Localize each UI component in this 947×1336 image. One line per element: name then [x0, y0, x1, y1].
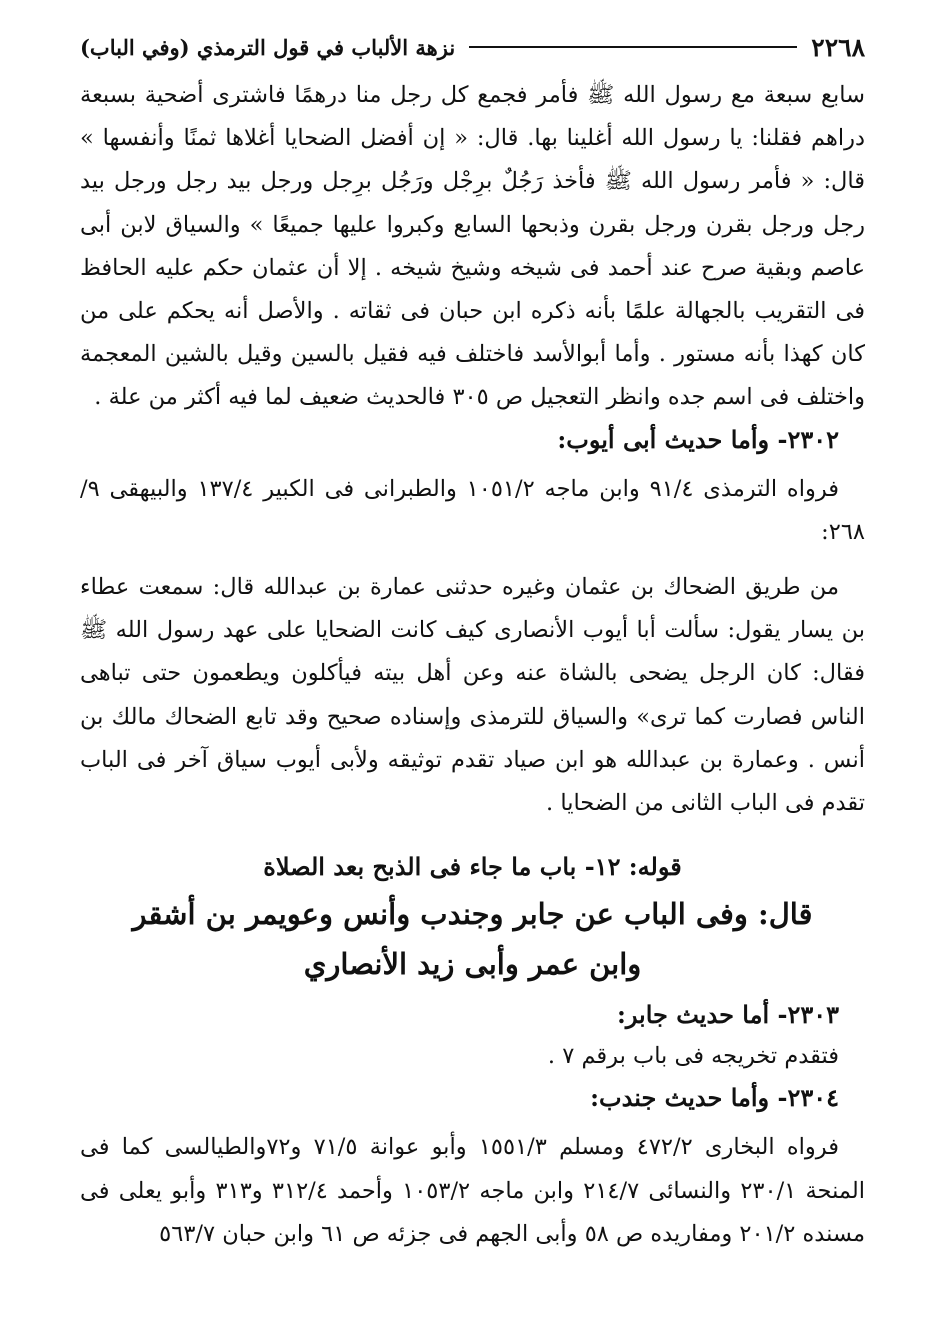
paragraph-continuation: سابع سبعة مع رسول الله ﷺ فأمر فجمع كل رجل منا درهمًا فاشترى أضحية بسبعة دراهم فقلنا: يا رسول الله أغلينا بها. قال: « إن أفضل الضحايا أغلاها ثمنًا وأنفسها » قال: « فأمر رسول الله ﷺ فأخذ رَجُلٌ برِجْل ورَجُل برِجل ورجل بيد رجل ورجل بيد رجل ورجل بقرن ورجل بقرن وذبحها السابع وكبروا عليها جميعًا » والسياق لابن أبى عاصم وبقية صرح عند أحمد فى شيخه وشيخ شيخه . إلا أن عثمان حكم عليه الحافظ فى التقريب بالجهالة علمًا بأنه ذكره ابن حبان فى ثقاته . والأصل أنه يحكم على من كان كهذا بأنه مستور . وأما أبوالأسد فاختلف فيه فقيل بالسين وقيل بالشين المعجمة واختلف فى اسم جده وانظر التعجيل ص ٣٠٥ فالحديث ضعيف لما فيه أكثر من علة . — [80, 82, 865, 411]
paragraph-2303: فتقدم تخريجه فى باب برقم ٧ . — [547, 1043, 839, 1070]
hadith-heading-2304: ٢٣٠٤- وأما حديث جندب: — [590, 1083, 839, 1113]
chapter-title: قوله: ١٢- باب ما جاء فى الذبح بعد الصلاة — [263, 852, 682, 882]
paragraph-2304: فرواه البخارى ٤٧٢/٢ ومسلم ١٥٥١/٣ وأبو عوانة ٧١/٥ و٧٢والطيالسى كما فى المنحة ٢٣٠/١ والنسائى ٢١٤/٧ وابن ماجه ١٠٥٣/٢ وأحمد ٣١٢/٤ و٣١٣ وأبو يعلى فى مسنده ٢٠١/٢ ومفاريده ص ٥٨ وأبى الجهم فى جزئه ص ٦١ وابن حبان ٥٦٣/٧ — [80, 1134, 865, 1247]
hadith-heading-2303: ٢٣٠٣- أما حديث جابر: — [616, 1000, 839, 1030]
page-body — [80, 74, 865, 1256]
page-number: ٢٢٦٨ — [811, 32, 865, 62]
paragraph-2302-text: من طريق الضحاك بن عثمان وغيره حدثنى عمارة بن عبدالله قال: سمعت عطاء بن يسار يقول: سألت أبا أيوب الأنصارى كيف كانت الضحايا على عهد رسول الله ﷺ فقال: كان الرجل يضحى بالشاة عنه وعن أهل بيته فيأكلون ويطعمون حتى تباهى الناس فصارت كما ترى» والسياق للترمذى وإسناده صحيح وقد تابع الضحاك مالك بن أنس . وعمارة بن عبدالله هو ابن صياد تقدم توثيقه ولأبى أيوب سياق آخر فى الباب تقدم فى الباب الثانى من الضحايا . — [80, 574, 865, 817]
spacer — [80, 554, 865, 566]
hadith-heading-2302: ٢٣٠٢- وأما حديث أبى أيوب: — [557, 424, 839, 454]
running-title: نزهة الألباب في قول الترمذي (وفي الباب) — [80, 34, 456, 60]
chapter-subtitle-line2: وابن عمر وأبى زيد الأنصاري — [303, 947, 642, 982]
chapter-subtitle-line1: قال: وفى الباب عن جابر وجندب وأنس وعويمر بن أشقر — [132, 897, 813, 932]
page-header — [80, 28, 865, 66]
spacer — [80, 460, 865, 468]
chapter-heading — [80, 845, 865, 989]
paragraph-2302-sources: فرواه الترمذى ٩١/٤ وابن ماجه ١٠٥١/٢ والطبرانى فى الكبير ١٣٧/٤ والبيهقى ٩/ ٢٦٨: — [80, 475, 865, 545]
header-rule — [469, 46, 797, 48]
spacer — [80, 1118, 865, 1126]
